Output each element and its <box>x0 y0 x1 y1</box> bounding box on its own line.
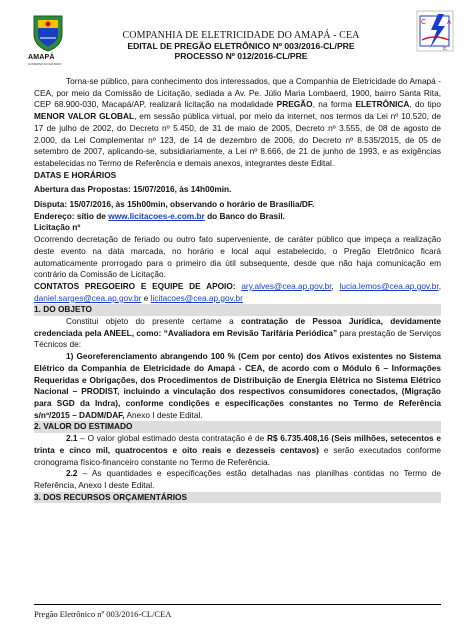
valor-text-post: e serão executados conforme cronograma físico-financeiro constante no Termo de Referência. <box>34 444 441 467</box>
objeto-item-1 <box>34 351 441 421</box>
cea-logo-icon <box>416 10 454 52</box>
logo-left-subtitle: GOVERNO DO ESTADO <box>28 62 62 66</box>
endereco-suffix: do Banco do Brasil. <box>204 210 285 221</box>
valor-paragraph-2-2 <box>34 468 441 491</box>
intro-bold-menor-valor: MENOR VALOR GLOBAL <box>34 111 135 122</box>
endereco-prefix: Endereço: sítio de <box>34 210 109 221</box>
valor-text-pre: – O valor global estimado desta contratação é de <box>77 433 267 444</box>
objeto-item-end: Anexo I deste Edital. <box>124 409 203 420</box>
objeto-item-text: 1) Georeferenciamento abrangendo 100 % (Cem por cento) dos Ativos existentes no Sistema Elétrico da Companhia de Eletricidade do Amapá - CEA, de acordo com o Módulo 6 – Informações Requeridas e Obrigações, dos Procedimentos de Distribuição de Energia Elétrica no Sistema Elétrico Nacional – PRODIST, incluindo a vinculação dos respectivos consumidores conectados, (Migração para SGD da Indra), conforme condições e especificações constantes no Termo de Referência s/nº/2015 – DADM/DAF, <box>34 351 441 420</box>
contacts-paragraph: CONTATOS PREGOEIRO E EQUIPE DE APOIO: ary.alves@cea.ap.gov.br, lucia.lemos@cea.ap.gov.br, daniel.sarges@cea.ap.gov.br e licitacoes@cea.ap.gov.br <box>34 280 441 303</box>
intro-text-4: , em sessão pública virtual, por meio da internet, nos termos da Lei nº 10.520, de 17 de julho de 2002, do Decreto nº 5.450, de 31 de maio de 2005, Decreto nº 3.555, de 08 de agosto de 2.000, da Lei Complementar nº 123, de 14 de dezembro de 2006, do Decreto nº 8.535/2015, de 05 de setembro de 2007, aplicando-se, subsidiariamente, a Lei nº 8.666, de 21 de junho de 1993, e as exigências estabelecidas no Termo de Referência e demais anexos, integrantes deste Edital. <box>34 111 441 168</box>
feriado-paragraph: Ocorrendo decretação de feriado ou outro fato superveniente, de caráter público que impeça a realização deste evento na data marcada, no horário e local aqui estabelecido, o Pregão Eletrônico ficará automaticamente prorrogado para o primeiro dia útil subsequente, desde que não haja comunicação em contrário da Comissão de Licitação. <box>34 234 441 280</box>
email-link[interactable]: ary.alves@cea.ap.gov.br <box>241 280 332 291</box>
document-body <box>34 76 441 503</box>
disputa-line: Disputa: 15/07/2016, às 15h00min, observando o horário de Brasília/DF. <box>34 199 315 210</box>
objeto-paragraph <box>34 316 441 351</box>
email-link[interactable]: lucia.lemos@cea.ap.gov.br <box>339 280 439 291</box>
clause-number: 2.2 <box>66 468 78 479</box>
dates-section-title: DATAS E HORÁRIOS <box>34 169 117 180</box>
logo-left-name: AMAPÁ <box>28 54 55 61</box>
abertura-line: Abertura das Propostas: 15/07/2016, às 14h00min. <box>34 184 232 195</box>
licitacoes-site-link[interactable]: www.licitacoes-e.com.br <box>108 210 205 221</box>
objeto-text-post: para prestação de Serviços Técnicos de: <box>34 327 441 350</box>
intro-bold-eletronica: ELETRÔNICA <box>355 99 410 110</box>
footer-divider <box>34 604 441 605</box>
contacts-label: CONTATOS PREGOEIRO E EQUIPE DE APOIO: <box>34 280 236 291</box>
intro-text-3: , do tipo <box>409 99 441 110</box>
valor-paragraph-2-1 <box>34 433 441 468</box>
objeto-text-pre: Constitui objeto do presente certame a <box>66 316 242 327</box>
valor-amount: R$ 6.735.408,16 (Seis milhões, setecentos e trinta e cinco mil, quatrocentos e oito reais e dezesseis centavos) <box>34 433 441 455</box>
amapa-coat-of-arms-icon <box>31 12 65 52</box>
cea-logo-letter-e: E <box>443 46 448 52</box>
processo-number: PROCESSO Nº 012/2016-CL/PRE <box>174 51 308 61</box>
endereco-line <box>34 211 441 223</box>
cea-logo-letter-a: A <box>447 20 452 26</box>
company-name: COMPANHIA DE ELETRICIDADE DO AMAPÁ - CEA <box>122 30 360 41</box>
cea-logo-letter-c: C <box>421 19 427 26</box>
intro-bold-pregao: PREGÃO <box>276 99 313 110</box>
intro-text-1: Torna-se público, para conhecimento dos interessados, que a Companhia de Eletricidade do Amapá - CEA, por meio da Comissão de Licitação, sediada a Av. Pe. Júlio Maria Lombaerd, 1900, bairro Santa Rita, CEP 68.900-030, Macapá/AP, realizará licitação na modalidade <box>34 76 441 110</box>
email-link[interactable]: daniel.sarges@cea.ap.gov.br <box>34 292 142 303</box>
objeto-text-bold: contratação de Pessoa Jurídica, devidamente credenciada pela ANEEL, como: “Avaliadora em Revisão Tarifária Periódica” <box>34 316 442 338</box>
intro-text-2: , na forma <box>312 99 356 110</box>
licitacao-number-label: Licitação nº <box>34 222 81 233</box>
section-2-title: 2. VALOR DO ESTIMADO <box>34 421 441 433</box>
section-1-title: 1. DO OBJETO <box>34 304 441 316</box>
page-footer: Pregão Eletrônico nº 003/2016-CL/CEA <box>34 609 172 619</box>
clause-number: 2.1 <box>66 433 78 444</box>
document-header <box>28 10 454 68</box>
section-3-title: 3. DOS RECURSOS ORÇAMENTÁRIOS <box>34 492 441 504</box>
quantidades-text: – As quantidades e especificações estão detalhadas nas planilhas contidas no Termo de Referência, Anexo I deste Edital. <box>34 468 441 490</box>
email-link[interactable]: licitacoes@cea.ap.gov.br <box>150 292 243 303</box>
header-titles <box>68 30 414 61</box>
edital-number: EDITAL DE PREGÃO ELETRÔNICO Nº 003/2016-CL/PRE <box>127 41 355 51</box>
intro-paragraph <box>34 76 441 170</box>
